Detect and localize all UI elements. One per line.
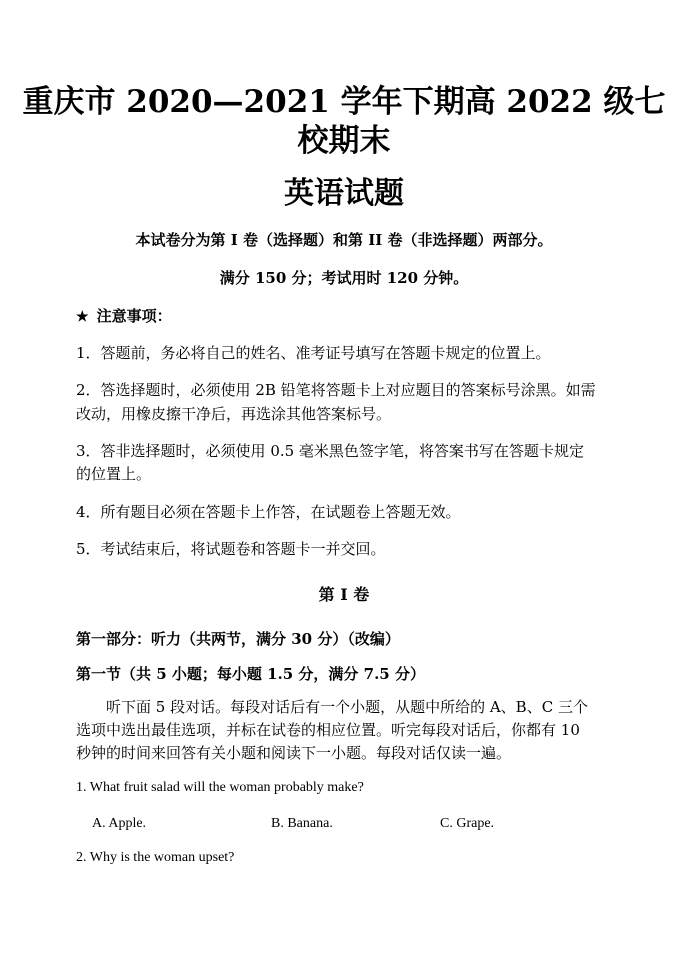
- exam-title-line-1: 重庆市 2020—2021 学年下期高 2022 级七: [22, 84, 666, 120]
- score-time-note: 满分 150 分；考试用时 120 分钟。: [219, 269, 469, 287]
- directions-line: 秒钟的时间来回答有关小题和阅读下一小题。每段对话仅读一遍。: [76, 744, 512, 762]
- volume-heading: 第 I 卷: [318, 585, 370, 604]
- question-1-option-b: B. Banana.: [271, 816, 333, 831]
- question-1-option-a: A. Apple.: [92, 816, 147, 831]
- notice-item-continued: 改动，用橡皮擦干净后，再选涂其他答案标号。: [76, 405, 392, 423]
- notice-item: 1．答题前，务必将自己的姓名、准考证号填写在答题卡规定的位置上。: [76, 344, 551, 362]
- notice-item: 2．答选择题时，必须使用 2B 铅笔将答题卡上对应题目的答案标号涂黑。如需: [76, 381, 596, 399]
- directions-line: 听下面 5 段对话。每段对话后有一个小题，从题中所给的 A、B、C 三个: [106, 698, 588, 716]
- notice-heading-text: 注意事项：: [96, 307, 172, 325]
- star-icon: ★: [76, 309, 89, 325]
- notice-item-continued: 的位置上。: [76, 465, 152, 483]
- notice-item: 5．考试结束后，将试题卷和答题卡一并交回。: [76, 540, 386, 558]
- paper-structure-note: 本试卷分为第 I 卷（选择题）和第 II 卷（非选择题）两部分。: [135, 231, 553, 249]
- notice-item: 4．所有题目必须在答题卡上作答，在试题卷上答题无效。: [76, 503, 461, 521]
- notice-item: 3．答非选择题时，必须使用 0.5 毫米黑色签字笔，将答案书写在答题卡规定: [76, 442, 584, 460]
- directions-line: 选项中选出最佳选项，并标在试卷的相应位置。听完每段对话后，你都有 10: [76, 721, 580, 739]
- part-heading: 第一部分：听力（共两节，满分 30 分）（改编）: [76, 630, 400, 648]
- notice-heading: [76, 306, 616, 327]
- question-1-stem: 1. What fruit salad will the woman probably make?: [76, 780, 364, 795]
- exam-subtitle: 英语试题: [284, 176, 404, 211]
- question-1-option-c: C. Grape.: [440, 816, 495, 831]
- exam-title-line-2: 校期末: [297, 123, 391, 159]
- question-2-stem: 2. Why is the woman upset?: [76, 850, 235, 865]
- section-heading: 第一节（共 5 小题；每小题 1.5 分，满分 7.5 分）: [76, 665, 425, 683]
